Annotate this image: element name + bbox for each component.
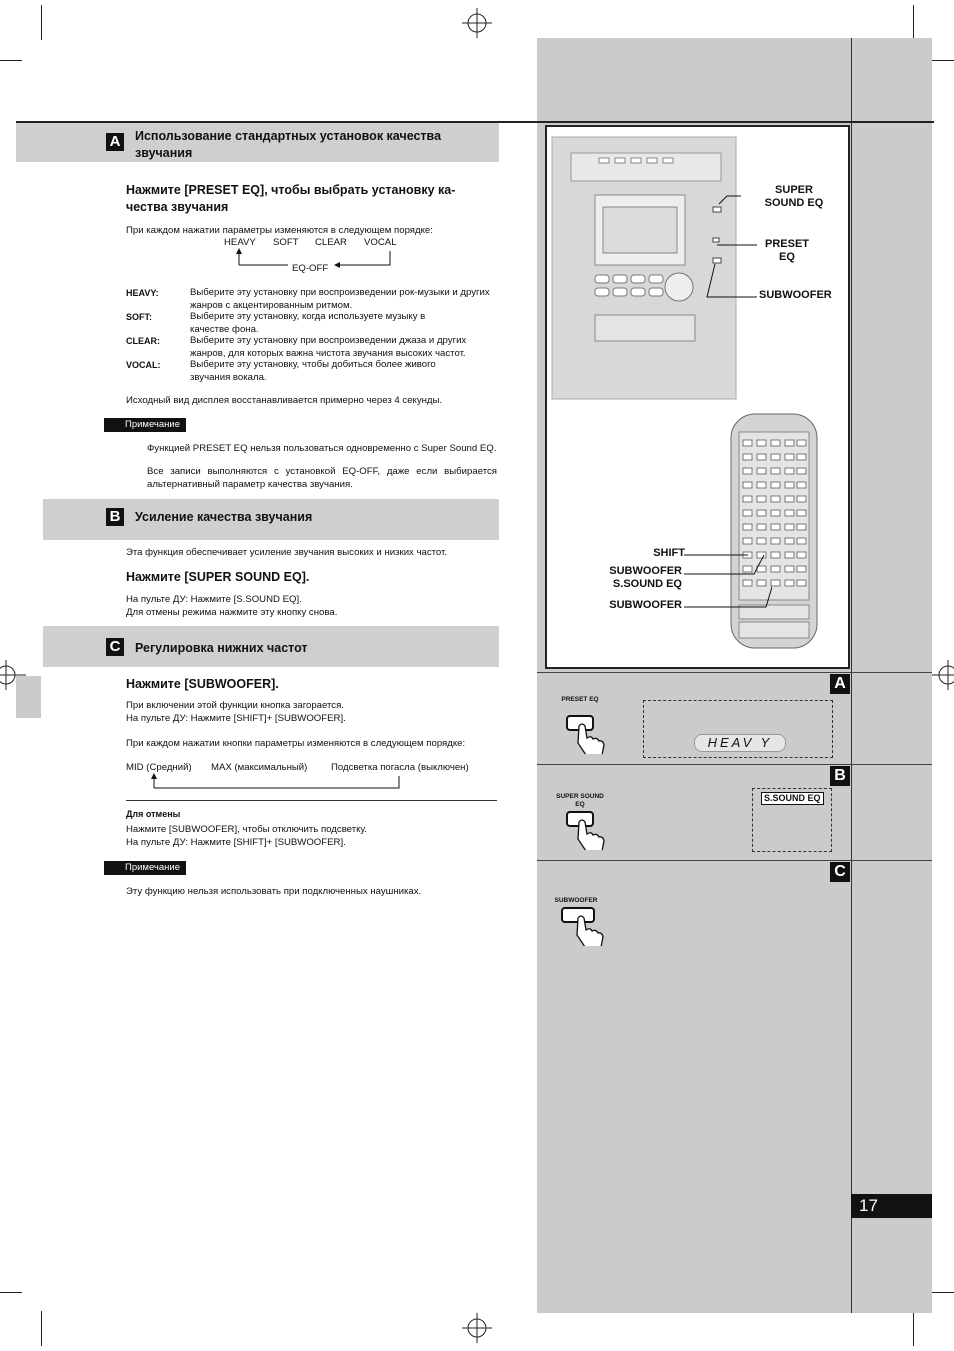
section-b-line: На пульте ДУ: Нажмите [S.SOUND EQ]. — [126, 594, 302, 605]
crop-mark — [913, 1311, 914, 1346]
section-a-letter: A — [106, 133, 124, 151]
cycle-eq-off: EQ-OFF — [292, 263, 329, 274]
label-preset-eq: PRESET EQ — [764, 238, 809, 263]
cycle-arrow-icon — [150, 772, 405, 792]
panel-rule — [537, 672, 932, 673]
panel-c-button-label: SUBWOOFER — [554, 897, 598, 904]
mode-term: SOFT: — [126, 312, 152, 322]
restore-text: Исходный вид дисплея восстанавливается примерно через 4 секунды. — [126, 395, 443, 406]
panel-rule — [537, 860, 932, 861]
cancel-line: Нажмите [SUBWOOFER], чтобы отключить подсветку. — [126, 824, 367, 835]
crop-mark — [932, 1292, 954, 1293]
cycle-max: MAX (максимальный) — [211, 762, 308, 773]
cycle-heavy: HEAVY — [224, 237, 256, 248]
panel-c-letter: C — [830, 862, 850, 882]
press-button-hand-icon — [565, 714, 609, 754]
crop-mark — [913, 5, 914, 40]
label-shift: SHIFT — [653, 547, 685, 559]
cycle-vocal: VOCAL — [364, 237, 397, 248]
registration-mark-icon — [462, 1313, 492, 1343]
mode-term: VOCAL: — [126, 360, 161, 370]
crop-mark — [932, 60, 954, 61]
crop-mark — [41, 5, 42, 40]
panel-a-letter: A — [830, 674, 850, 694]
press-button-hand-icon — [565, 810, 609, 850]
section-c-title: Регулировка нижних частот — [135, 641, 308, 655]
mode-term: CLEAR: — [126, 336, 160, 346]
section-a-intro: При каждом нажатии параметры изменяются в следующем порядке: — [126, 225, 433, 236]
section-c-line: На пульте ДУ: Нажмите [SHIFT]+ [SUBWOOFER]. — [126, 713, 346, 724]
mode-desc: Выберите эту установку, когда используете музыку в качестве фона. — [190, 311, 426, 335]
display-text-ssound-eq: S.SOUND EQ — [761, 792, 824, 805]
figure-box — [545, 125, 850, 669]
cancel-heading: Для отмены — [126, 809, 181, 819]
section-b-line: Для отмены режима нажмите эту кнопку снова. — [126, 607, 338, 618]
cycle-off: Подсветка погасла (выключен) — [331, 762, 469, 773]
section-c-line: При включении этой функции кнопка загорается. — [126, 700, 344, 711]
mode-desc: Выберите эту установку при воспроизведении рок-музыки и других жанров с акцентированным ритмом. — [190, 287, 490, 311]
mode-desc: Выберите эту установку, чтобы добиться более живого звучания вокала. — [190, 359, 436, 383]
label-remote-subwoofer: SUBWOOFER — [609, 599, 682, 611]
cycle-soft: SOFT — [273, 237, 299, 248]
press-button-hand-icon — [560, 906, 608, 946]
mode-term: HEAVY: — [126, 288, 159, 298]
page-number: 17 — [851, 1194, 932, 1218]
label-super-sound-eq: SUPER SOUND EQ — [764, 184, 824, 209]
panel-b-button-label: SUPER SOUND EQ — [556, 793, 604, 808]
section-b-title: Усиление качества звучания — [135, 510, 313, 524]
registration-mark-icon — [462, 8, 492, 38]
section-b-letter: B — [106, 508, 124, 526]
section-c-heading: Нажмите [SUBWOOFER]. — [126, 677, 279, 691]
cycle-mid: MID (Средний) — [126, 762, 192, 773]
cycle-clear: CLEAR — [315, 237, 347, 248]
display-panel-a — [643, 700, 833, 758]
section-c-line: При каждом нажатии кнопки параметры изменяются в следующем порядке: — [126, 738, 466, 749]
section-c-letter: C — [106, 638, 124, 656]
leader-lines-icon — [697, 182, 767, 302]
label-subwoofer-ssound-eq: SUBWOOFER S.SOUND EQ — [609, 565, 682, 590]
display-panel-b — [752, 788, 832, 852]
note-tag: Примечание — [104, 418, 186, 432]
panel-rule — [537, 764, 932, 765]
crop-mark — [41, 1311, 42, 1346]
section-a-title: Использование стандартных установок качества звучания — [135, 129, 442, 160]
note-text: Эту функцию нельзя использовать при подключенных наушниках. — [126, 886, 422, 897]
mode-desc: Выберите эту установку при воспроизведении джаза и других жанров, для которых важна чистота звучания высоких частот. — [190, 335, 467, 359]
side-tab — [16, 676, 41, 718]
section-b-intro: Эта функция обеспечивает усиление звучания высоких и низких частот. — [126, 547, 448, 558]
section-a-heading: Нажмите [PRESET EQ], чтобы выбрать установку ка- чества звучания — [126, 183, 456, 214]
crop-mark — [0, 1292, 22, 1293]
note-tag: Примечание — [104, 861, 186, 875]
section-b-heading: Нажмите [SUPER SOUND EQ]. — [126, 570, 310, 584]
display-text-heavy: HEAV Y — [694, 734, 786, 752]
note-text: Функцией PRESET EQ нельзя пользоваться одновременно с Super Sound EQ. — [147, 443, 497, 454]
column-divider — [851, 38, 852, 1313]
crop-mark — [0, 60, 22, 61]
cancel-line: На пульте ДУ: Нажмите [SHIFT]+ [SUBWOOFER]. — [126, 837, 346, 848]
leader-lines-icon — [682, 547, 772, 617]
note-text: Все записи выполняются с установкой EQ-OFF, даже если выбирается альтернативный параметр качества звучания. — [147, 466, 497, 490]
divider — [126, 800, 497, 801]
label-subwoofer: SUBWOOFER — [759, 289, 832, 301]
panel-a-button-label: PRESET EQ — [561, 696, 599, 703]
panel-b-letter: B — [830, 766, 850, 786]
